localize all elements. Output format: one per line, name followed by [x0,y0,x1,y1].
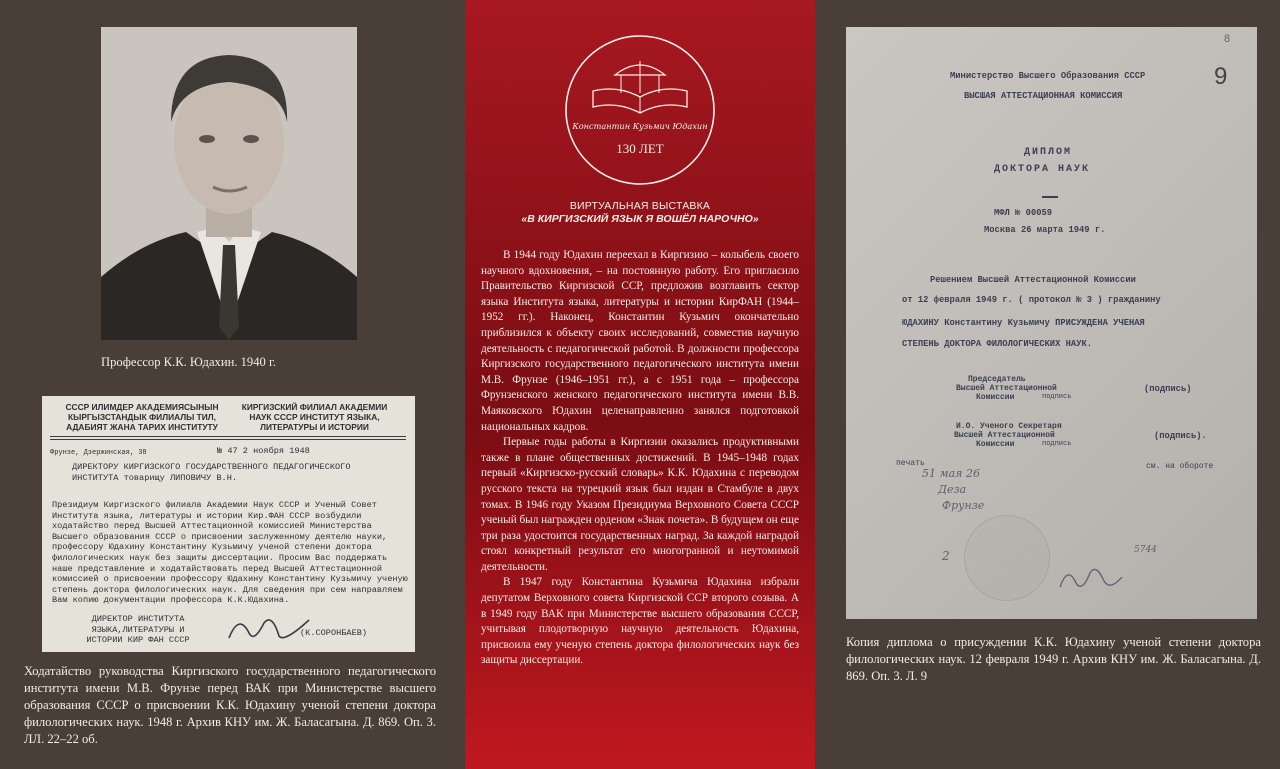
chair-line-3: Комиссии [976,393,1015,402]
secretary-line-1: И.О. Ученого Секретаря [956,422,1062,431]
paragraph: В 1947 году Константина Кузьмича Юдахина избрали депутатом Верховного совета Киргизской ССР второго созыва. А в 1949 году ВАК при Министерстве высшего образования СССР, учитывая плодотворную научную деятельность Юдахина, присвоила ему ученую степень доктора филологических наук без защиты диссертации. [481,576,799,667]
diploma-subtitle: ДОКТОРА НАУК [994,164,1091,175]
handwritten-note-3: Фрунзе [942,499,985,512]
paragraph: Первые годы работы в Киргизии оказались продуктивными также в плане общественных достижений. В 1945–1948 годах первый «Киргизско-русский словарь» К.К. Юдахина с переводом русского текста на турецкий язык был издан в Стамбуле в двух томах. В 1946 году Указом Президиума Верховного Совета СССР ученый был награжден орденом «Знак почета». В будущем он еще три раза удостоится государственных наград. За каждой наградой стоял конкретный результат его многогранной и неутомимой деятельности. [481,436,799,573]
doc-rule [50,439,406,440]
secretary-line-2: Высшей Аттестационной [954,431,1055,440]
secretary-signature: (подпись). [1154,431,1207,441]
decision-line-4: СТЕПЕНЬ ДОКТОРА ФИЛОЛОГИЧЕСКИХ НАУК. [902,339,1093,349]
doc-signatory: ДИРЕКТОР ИНСТИТУТА ЯЗЫКА,ЛИТЕРАТУРЫ И ИСТОРИИ КИР ФАН СССР [86,614,190,646]
anniversary-logo-icon [563,33,717,187]
round-seal [964,515,1050,601]
decision-line-2: от 12 февраля 1949 г. ( протокол № 3 ) гражданину [902,295,1161,305]
doc-addressee: ДИРЕКТОРУ КИРГИЗСКОГО ГОСУДАРСТВЕННОГО ПЕДАГОГИЧЕСКОГО ИНСТИТУТА товарищу ЛИПОВИЧУ В.Н. [72,462,351,483]
diploma-document [846,27,1257,619]
decision-line-3: ЮДАХИНУ Константину Кузьмичу ПРИСУЖДЕНА УЧЕНАЯ [902,318,1145,328]
title-rule [1042,196,1058,198]
logo-years: 130 ЛЕТ [616,141,664,156]
archive-number: 8 [1224,33,1231,45]
doc-header-right: КИРГИЗСКИЙ ФИЛИАЛ АКАДЕМИИ НАУК СССР ИНСТИТУТ ЯЗЫКА, ЛИТЕРАТУРЫ И ИСТОРИИ [241,402,388,432]
handwritten-note-2: Деза [938,483,967,496]
chair-line-2: Высшей Аттестационной [956,384,1057,393]
sheet-number: 9 [1214,63,1228,90]
secretary-signature-label: подпись [1042,440,1072,448]
stamp-label: печать [896,459,925,468]
doc-body: Президиум Киргизского филиала Академии Наук СССР и Ученый Совет Института языка, литературы и истории Кир.ФАН СССР возбудили ходатайство перед Высшей Аттестационной комиссией Министерства Высшего образования СССР о присвоении заслуженному деятелю науки, профессору Юдахину Константину Кузьмичу ученой степени доктора филологических наук без защиты диссертации. Просим Вас поддержать наше представление и ходатайствовать перед Высшей Аттестационной комиссией о присвоении профессору Юдахину Константину Кузьмичу ученую степень доктора филологических наук. Для сведения при сем направляем Вам копию документации профессора К.К.Юдахина. [52,500,408,606]
portrait-photo [101,27,357,340]
chair-signature: (подпись) [1144,384,1192,394]
logo-name: Константин Кузьмич Юдахин [572,121,708,131]
ministry-line: Министерство Высшего Образования СССР [950,71,1146,81]
commission-line: ВЫСШАЯ АТТЕСТАЦИОННАЯ КОМИССИЯ [964,91,1123,101]
doc-date: № 47 2 ноября 1948 [217,446,310,456]
diploma-caption: Копия диплома о присуждении К.К. Юдахину ученой степени доктора филологических наук. 12 февраля 1949 г. Архив КНУ им. Ж. Баласагына. Д. 869. Оп. 3. Л. 9 [846,635,1261,683]
reverse-note: см. на обороте [1146,462,1214,471]
doc-address: Фрунзе, Дзержинская, 38 [50,449,147,457]
exhibition-label: ВИРТУАЛЬНАЯ ВЫСТАВКА [569,200,711,212]
petition-caption: Ходатайство руководства Киргизского государственного педагогического института имени М.В. Фрунзе перед ВАК при Министерстве высшего образования СССР о присвоении К.К. Юдахину ученой степени доктора филологических наук. 1948 г. Архив КНУ им. Ж. Баласагына. Д. 869. Оп. 3. ЛЛ. 22–22 об. [24,664,436,746]
exhibition-text [481,248,799,669]
doc-rule [50,436,406,437]
diploma-title: ДИПЛОМ [1024,147,1073,158]
handwritten-note-5: 5744 [1134,545,1157,555]
handwritten-note-1: 51 мая 26 [922,467,980,480]
secretary-line-3: Комиссии [976,440,1015,449]
diploma-signature-scribble [1056,557,1126,597]
center-panel [465,0,815,769]
handwritten-note-4: 2 [942,549,950,563]
paragraph: В 1944 году Юдахин переехал в Киргизию – колыбель своего научного вдохновения, – на постоянную работу. Его пригласило Правительство Киргизской ССР, предложив возглавить сектор языка Института языка, литературы и истории КирФАН (1944–1952 гг.). Наконец, Константин Кузьмич окончательно приблизился к объекту своих исследований, совместив научную деятельность с педагогической работой. В должности профессора Киргизского государственного педагогического института имени М.В. Фрунзе (1946–1951 гг.), а с 1951 года – профессора Фрунзенского женского педагогического института имени В.В. Маяковского Юдахин целенаправленно занялся подготовкой национальных кадров. [481,249,799,433]
petition-document [42,396,415,652]
chair-line-1: Председатель [968,375,1026,384]
diploma-number: МФЛ № 00059 [994,208,1053,218]
exhibition-title: «В КИРГИЗСКИЙ ЯЗЫК Я ВОШЁЛ НАРОЧНО» [521,213,759,225]
doc-signature-name: (К.СОРОНБАЕВ) [300,628,368,638]
chair-signature-label: подпись [1042,393,1072,401]
diploma-city-date: Москва 26 марта 1949 г. [984,225,1106,235]
portrait-caption: Профессор К.К. Юдахин. 1940 г. [101,355,276,369]
decision-line-1: Решением Высшей Аттестационной Комиссии [930,275,1136,285]
doc-header-left: СССР ИЛИМДЕР АКАДЕМИЯСЫНЫН КЫРГЫЗСТАНДЫК ФИЛИАЛЫ ТИЛ, АДАБИЯТ ЖАНА ТАРИХ ИНСТИТУТУ [65,402,219,432]
